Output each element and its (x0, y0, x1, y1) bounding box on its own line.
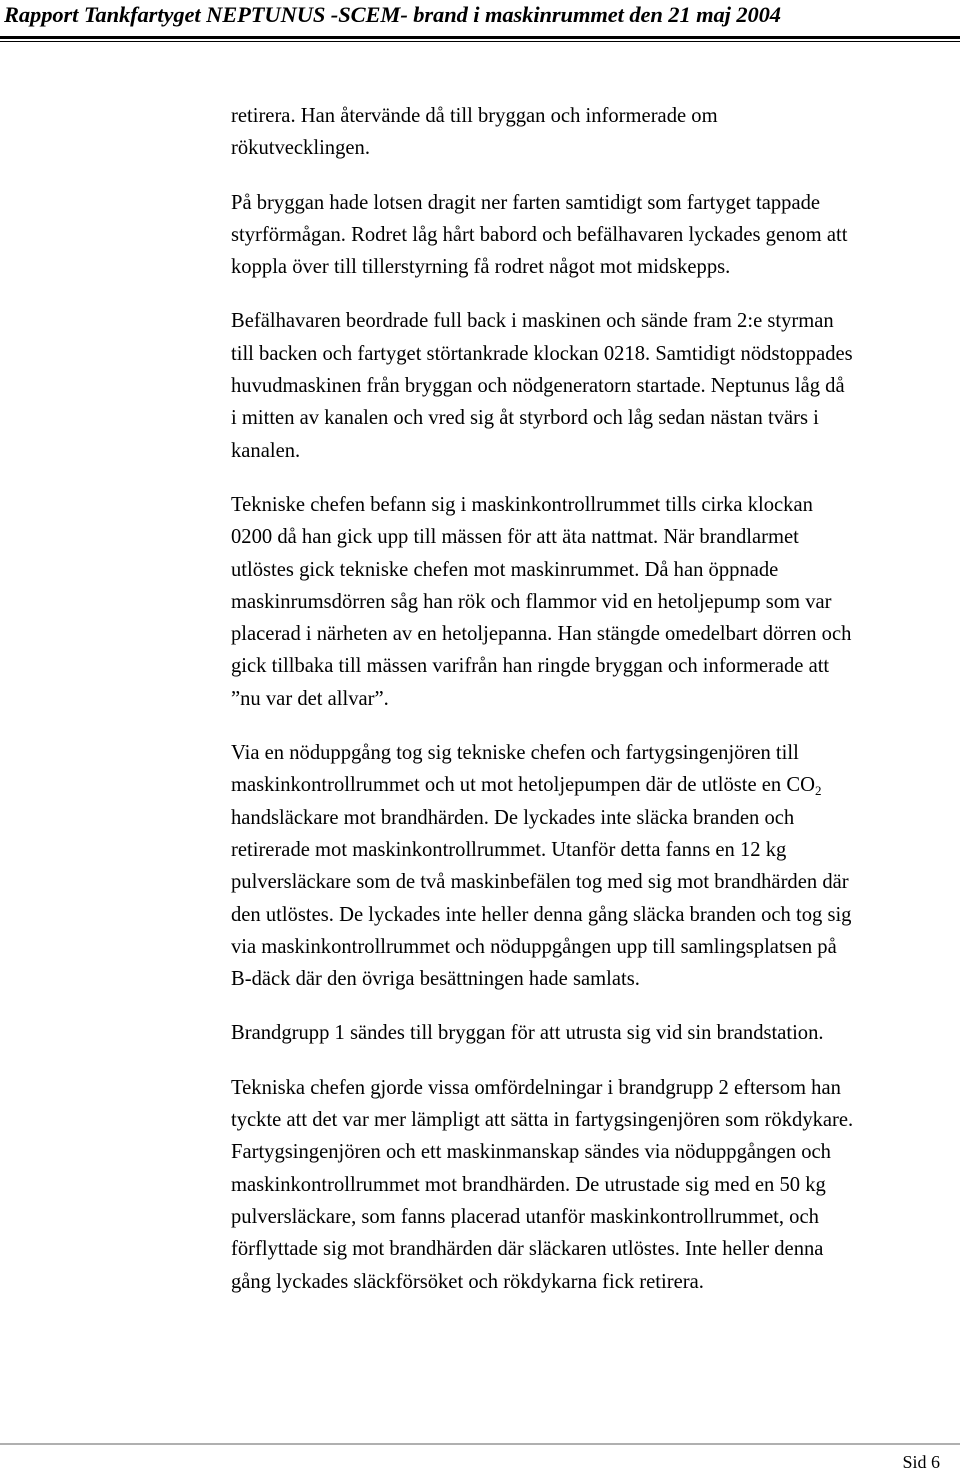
text-line: ”nu var det allvar”. (231, 687, 389, 710)
paragraph-5 (231, 737, 959, 995)
text-line: gång lyckades släckförsöket och rökdykarna fick retirera. (231, 1270, 704, 1293)
text-segment: maskinkontrollrummet och ut mot hetoljepumpen där de utlöste en CO (231, 774, 815, 797)
text-line: den utlöstes. De lyckades inte heller denna gång släcka branden och tog sig (231, 903, 852, 926)
text-line: rökutvecklingen. (231, 137, 370, 160)
text-line: förflyttade sig mot brandhärden där släckaren utlöstes. Inte heller denna (231, 1238, 824, 1261)
text-line: B-däck där den övriga besättningen hade samlats. (231, 968, 640, 991)
text-line: 0200 då han gick upp till mässen för att äta nattmat. När brandlarmet (231, 526, 799, 549)
paragraph-6 (231, 1017, 959, 1049)
text-line: gick tillbaka till mässen varifrån han ringde bryggan och informerade att (231, 655, 830, 678)
header-rule-thin (0, 41, 960, 42)
text-line: till backen och fartyget störtankrade klockan 0218. Samtidigt nödstoppades (231, 342, 853, 365)
header-title: Rapport Tankfartyget NEPTUNUS -SCEM- brand i maskinrummet den 21 maj 2004 (4, 2, 781, 27)
page-number: Sid 6 (902, 1452, 940, 1472)
subscript: 2 (814, 783, 822, 799)
text-line: kanalen. (231, 439, 301, 462)
text-line: i mitten av kanalen och vred sig åt styrbord och låg sedan nästan tvärs i (231, 407, 819, 430)
text-line: placerad i närheten av en hetoljepanna. Han stängde omedelbart dörren och (231, 623, 852, 646)
text-line: retirerade mot maskinkontrollrummet. Utanför detta fanns en 12 kg (231, 838, 787, 861)
text-line: Befälhavaren beordrade full back i maskinen och sände fram 2:e styrman (231, 310, 834, 333)
text-line-with-subscript (231, 769, 959, 801)
text-line: Via en nöduppgång tog sig tekniske chefen och fartygsingenjören till (231, 742, 799, 765)
text-line: Tekniska chefen gjorde vissa omfördelningar i brandgrupp 2 eftersom han (231, 1076, 841, 1099)
text-line: handsläckare mot brandhärden. De lyckades inte släcka branden och (231, 806, 795, 829)
text-line: huvudmaskinen från bryggan och nödgeneratorn startade. Neptunus låg då (231, 375, 845, 398)
paragraph-7 (231, 1072, 959, 1298)
text-line: retirera. Han återvände då till bryggan och informerade om (231, 105, 718, 127)
text-line: maskinkontrollrummet mot brandhärden. De utrustade sig med en 50 kg (231, 1173, 826, 1196)
body-text (231, 100, 959, 1320)
text-line: Brandgrupp 1 sändes till bryggan för att utrusta sig vid sin brandstation. (231, 1022, 824, 1045)
header-rule (0, 36, 960, 39)
paragraph-4 (231, 489, 959, 715)
text-line: pulversläckare, som fanns placerad utanför maskinkontrollrummet, och (231, 1205, 819, 1228)
text-line: Tekniske chefen befann sig i maskinkontrollrummet tills cirka klockan (231, 493, 813, 516)
text-line: tyckte att det var mer lämpligt att sätta in fartygsingenjören som rökdykare. (231, 1109, 854, 1132)
paragraph-3 (231, 305, 959, 466)
text-line: koppla över till tillerstyrning få rodret något mot midskepps. (231, 256, 731, 279)
text-line: maskinrumsdörren såg han rök och flammor vid en hetoljepump som var (231, 590, 832, 613)
text-line: utlöstes gick tekniske chefen mot maskinrummet. Då han öppnade (231, 558, 779, 581)
text-line: På bryggan hade lotsen dragit ner farten samtidigt som fartyget tappade (231, 191, 821, 214)
text-line: styrförmågan. Rodret låg hårt babord och befälhavaren lyckades genom att (231, 223, 848, 246)
text-line: pulversläckare som de två maskinbefälen tog med sig mot brandhärden där (231, 871, 849, 894)
text-line: Fartygsingenjören och ett maskinmanskap sändes via nöduppgången och (231, 1141, 831, 1164)
page-footer (0, 1436, 960, 1475)
paragraph-1 (231, 100, 959, 165)
text-line: via maskinkontrollrummet och nöduppgången upp till samlingsplatsen på (231, 935, 837, 958)
paragraph-2 (231, 187, 959, 284)
page-header (0, 0, 960, 50)
footer-rule (0, 1443, 960, 1445)
